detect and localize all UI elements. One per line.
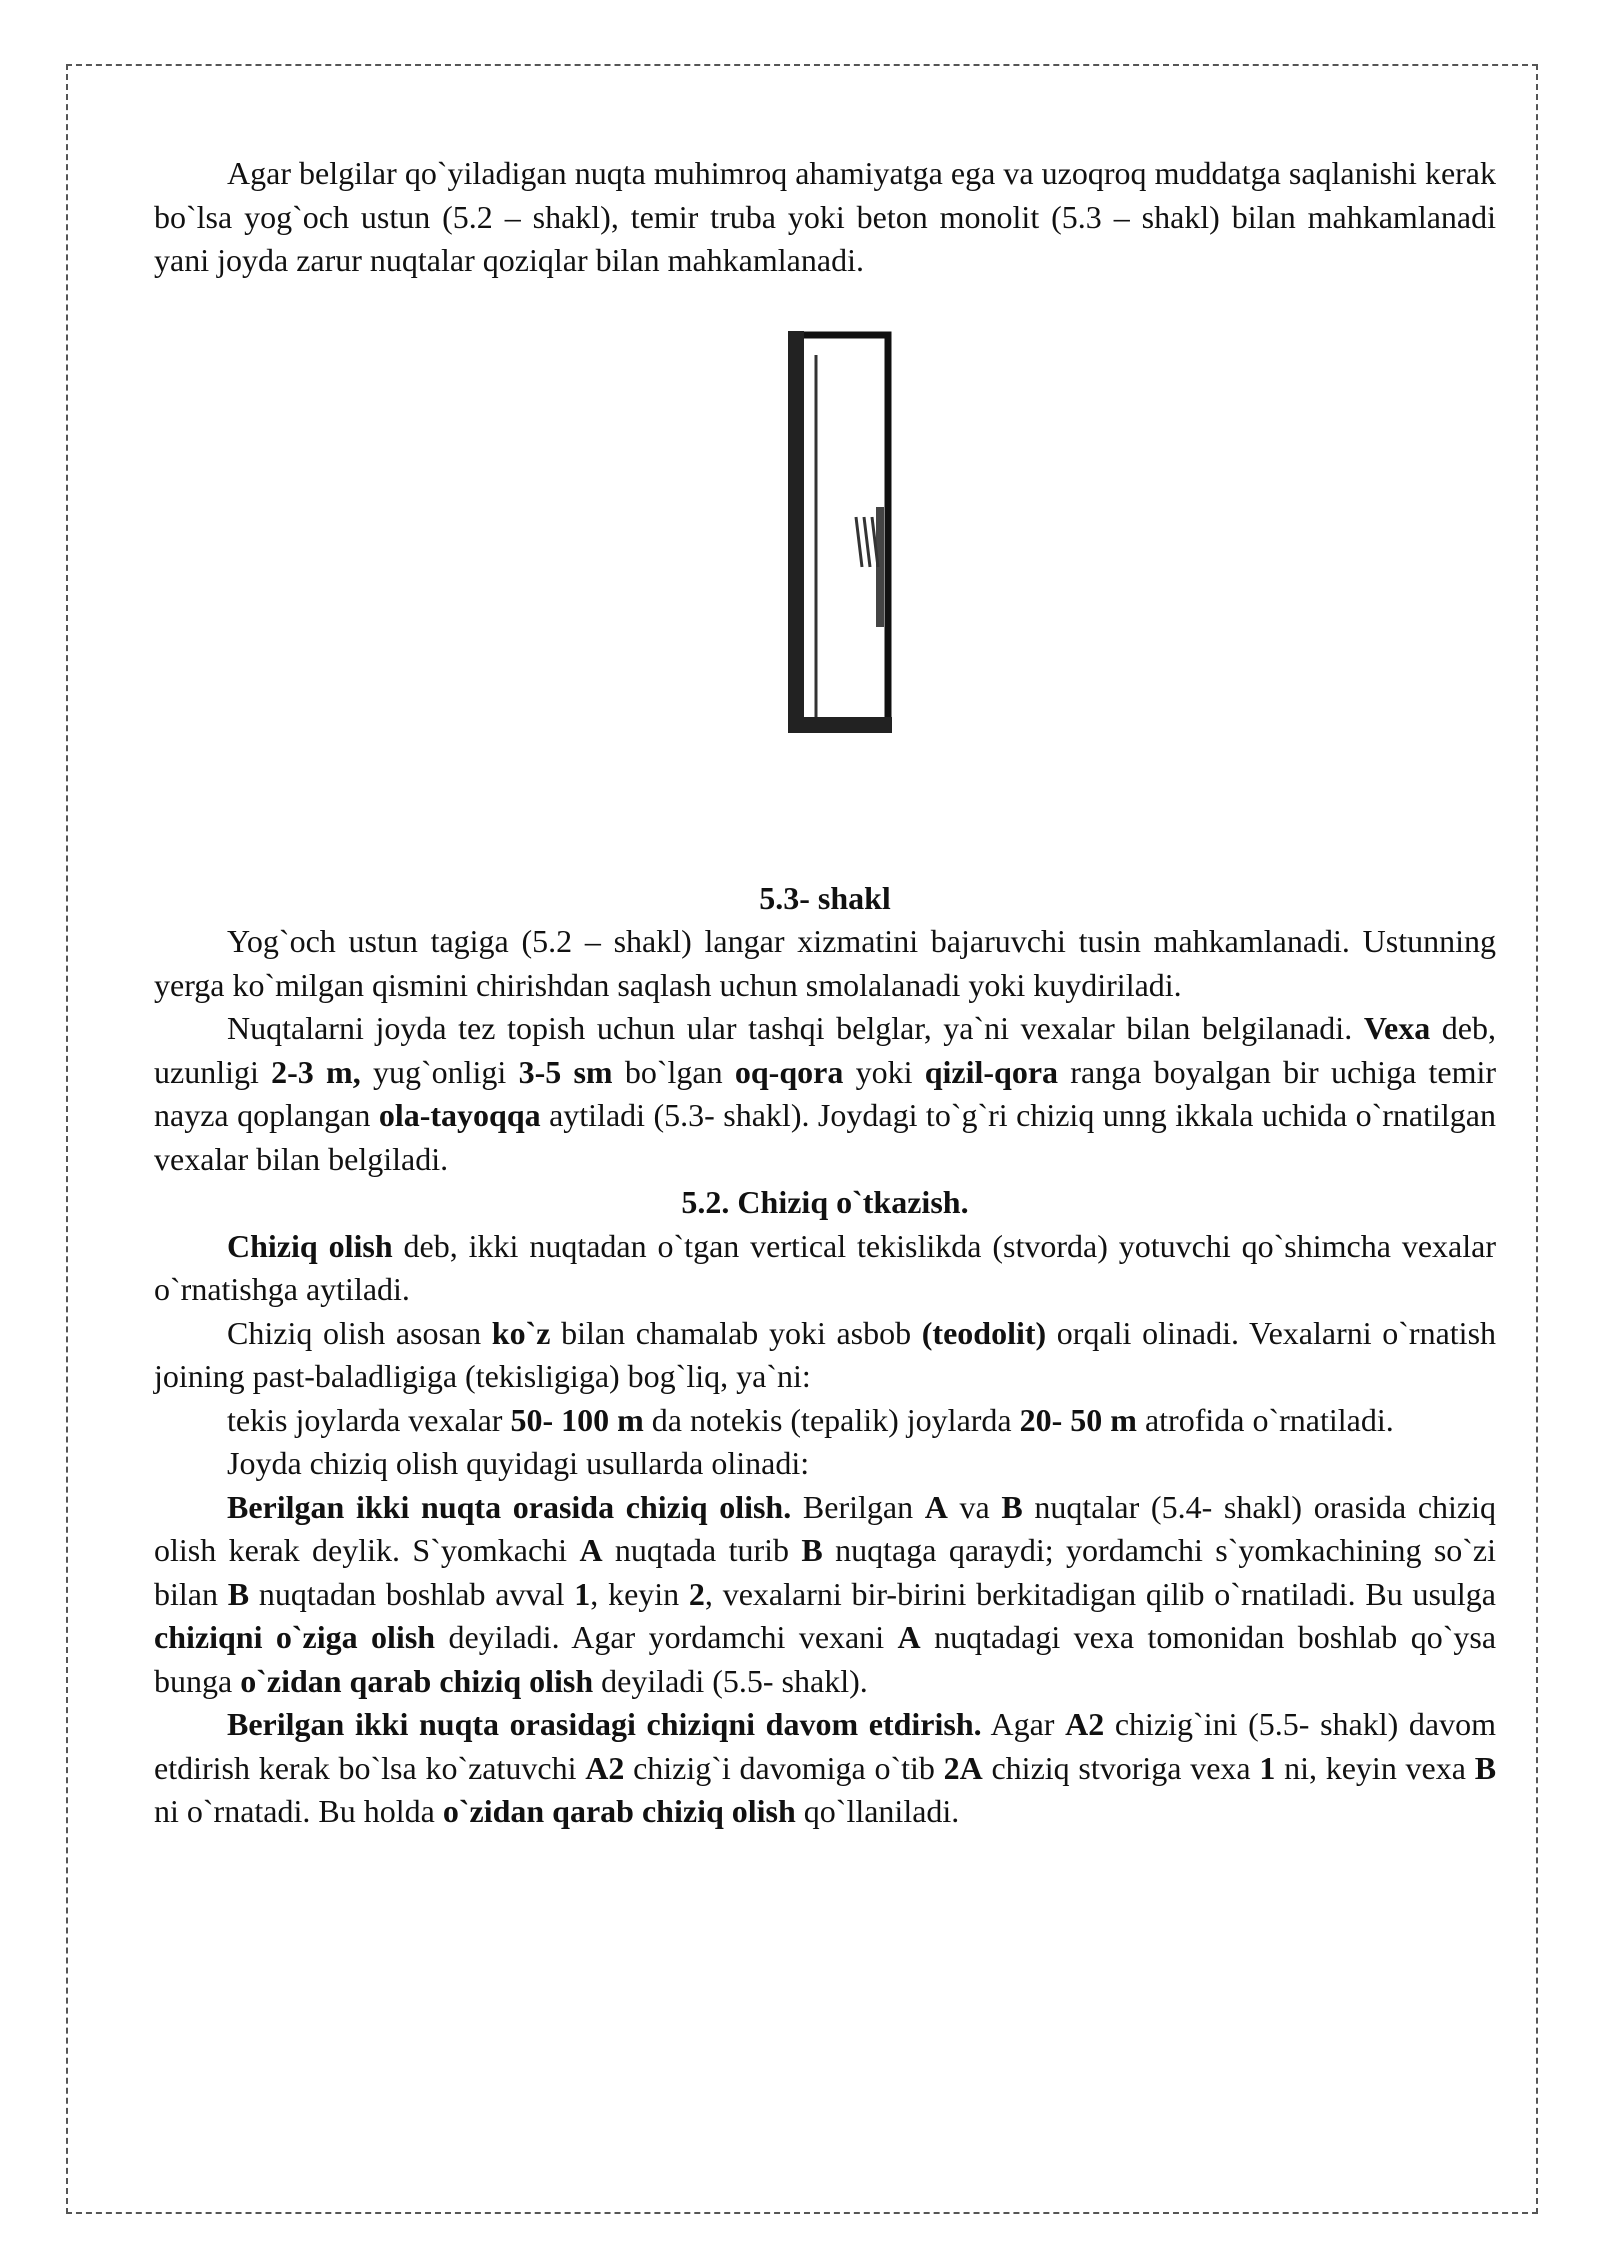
post-illustration <box>780 327 910 737</box>
document-body <box>154 152 1496 1834</box>
paragraph-method: Chiziq olish asosan ko`z bilan chamalab yoki asbob (teodolit) orqali olinadi. Vexalarni o`rnatish joining past-baladligiga (tekisligiga) bog`liq, ya`ni: <box>154 1314 1497 1394</box>
post-left-edge <box>788 331 804 733</box>
post-bottom-base <box>788 717 892 733</box>
paragraph-continue-line: Berilgan ikki nuqta orasidagi chiziqni davom etdirish. Agar A2 chizig`ini (5.5- shakl) davom etdirish kerak bo`lsa ko`zatuvchi A2 chizig`i davomiga o`tib 2A chiziq stvoriga vexa 1 ni, keyin vexa B ni o`rnatadi. Bu holda o`zidan qarab chiziq olish qo`llaniladi. <box>154 1706 1497 1829</box>
paragraph-post-anchor: Yog`och ustun tagiga (5.2 – shakl) langar xizmatini bajaruvchi tusin mahkamlanadi. Ustunning yerga ko`milgan qismini chirishdan saqlash uchun smolalanadi yoki kuydiriladi. <box>154 923 1496 1003</box>
paragraph-between-points: Berilgan ikki nuqta orasida chiziq olish. Berilgan A va B nuqtalar (5.4- shakl) orasida chiziq olish kerak deylik. S`yomkachi A nuqtada turib B nuqtaga qaraydi; yordamchi s`yomkachining so`zi bilan B nuqtadan boshlab avval 1, keyin 2, vexalarni bir-birini berkitadigan qilib o`rnatiladi. Bu usulga chiziqni o`ziga olish deyiladi. Agar yordamchi vexani A nuqtadagi vexa tomonidan boshlab qo`ysa bunga o`zidan qarab chiziq olish deyiladi (5.5- shakl). <box>154 1488 1497 1699</box>
section-heading: 5.2. Chiziq o`tkazish. <box>681 1184 969 1220</box>
figure-5-3 <box>154 327 1496 877</box>
post-hatch <box>856 517 878 567</box>
paragraph-spacing: tekis joylarda vexalar 50- 100 m da notekis (tepalik) joylarda 20- 50 m atrofida o`rnatiladi. <box>227 1401 1394 1438</box>
figure-caption: 5.3- shakl <box>759 879 891 916</box>
paragraph-vexa: Nuqtalarni joyda tez topish uchun ular tashqi belglar, ya`ni vexalar bilan belgilanadi. Vexa deb, uzunligi 2-3 m, yug`onligi 3-5 sm bo`lgan oq-qora yoki qizil-qora ranga boyalgan bir uchiga temir nayza qoplangan ola-tayoqqa aytiladi (5.3- shakl). Joydagi to`g`ri chiziq unng ikkala uchida o`rnatilgan vexalar bilan belgiladi. <box>154 1010 1497 1177</box>
paragraph-methods-intro: Joyda chiziq olish quyidagi usullarda olinadi: <box>227 1445 810 1481</box>
paragraph-definition: Chiziq olish deb, ikki nuqtadan o`tgan vertical tekislikda (stvorda) yotuvchi qo`shimcha vexalar o`rnatishga aytiladi. <box>154 1227 1497 1307</box>
paragraph-intro: Agar belgilar qo`yiladigan nuqta muhimroq ahamiyatga ega va uzoqroq muddatga saqlanishi kerak bo`lsa yog`och ustun (5.2 – shakl), temir truba yoki beton monolit (5.3 – shakl) bilan mahkamlanadi yani joyda zarur nuqtalar qoziqlar bilan mahkamlanadi. <box>154 155 1496 278</box>
